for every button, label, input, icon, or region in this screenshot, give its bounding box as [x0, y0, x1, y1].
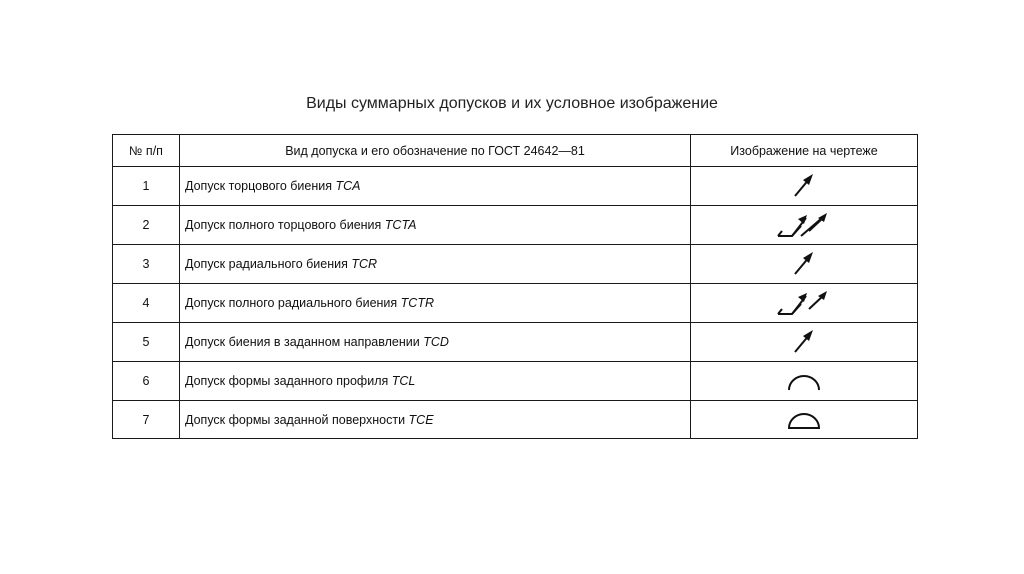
row-tolerance-name [180, 323, 691, 362]
row-symbol-cell [691, 401, 918, 439]
table-row [113, 167, 918, 206]
arc-icon [784, 369, 824, 393]
double-arrow-icon [772, 209, 836, 241]
tolerance-code: TCTR [400, 296, 434, 310]
row-tolerance-name [180, 284, 691, 323]
row-symbol-cell [691, 245, 918, 284]
arrow-icon [784, 249, 824, 279]
table-row [113, 323, 918, 362]
tolerance-name-text: Допуск торцового биения [185, 179, 332, 193]
row-tolerance-name [180, 401, 691, 439]
row-number: 6 [113, 362, 180, 401]
tolerance-name-text: Допуск полного торцового биения [185, 218, 382, 232]
row-symbol-cell [691, 362, 918, 401]
arrow-icon [784, 327, 824, 357]
tolerance-name-text: Допуск радиального биения [185, 257, 348, 271]
row-number: 5 [113, 323, 180, 362]
page-title: Виды суммарных допусков и их условное изображение [306, 95, 718, 112]
row-tolerance-name [180, 245, 691, 284]
tolerance-code: TCE [408, 412, 434, 427]
row-number: 2 [113, 206, 180, 245]
row-number: 3 [113, 245, 180, 284]
semicircle-icon [784, 408, 824, 432]
row-symbol-cell [691, 284, 918, 323]
header-number: № п/п [113, 135, 180, 167]
row-tolerance-name [180, 362, 691, 401]
tolerance-code: TCTA [384, 218, 417, 232]
header-tolerance-type: Вид допуска и его обозначение по ГОСТ 24642—81 [180, 135, 691, 167]
row-symbol-cell [691, 206, 918, 245]
table-header-row [113, 135, 918, 167]
row-symbol-cell [691, 167, 918, 206]
table-row [113, 362, 918, 401]
tolerance-name-text: Допуск формы заданного профиля [185, 374, 389, 388]
tolerance-name-text: Допуск формы заданной поверхности [185, 412, 406, 427]
row-number: 4 [113, 284, 180, 323]
arrow-icon [784, 171, 824, 201]
table-row [113, 245, 918, 284]
row-number: 1 [113, 167, 180, 206]
row-tolerance-name [180, 206, 691, 245]
tolerance-code: TCD [423, 335, 449, 349]
table-row [113, 284, 918, 323]
tolerance-code: TCA [335, 179, 361, 193]
tolerance-code: TCR [351, 257, 378, 271]
row-number: 7 [113, 401, 180, 439]
tolerance-code: TCL [391, 374, 416, 388]
tolerance-table [112, 134, 918, 439]
tolerance-name-text: Допуск биения в заданном направлении [185, 335, 420, 349]
row-tolerance-name [180, 167, 691, 206]
table-row [113, 206, 918, 245]
tolerance-name-text: Допуск полного радиального биения [185, 296, 398, 310]
row-symbol-cell [691, 323, 918, 362]
header-drawing-symbol: Изображение на чертеже [691, 135, 918, 167]
table-row [113, 401, 918, 439]
double-arrow-icon [772, 287, 836, 319]
